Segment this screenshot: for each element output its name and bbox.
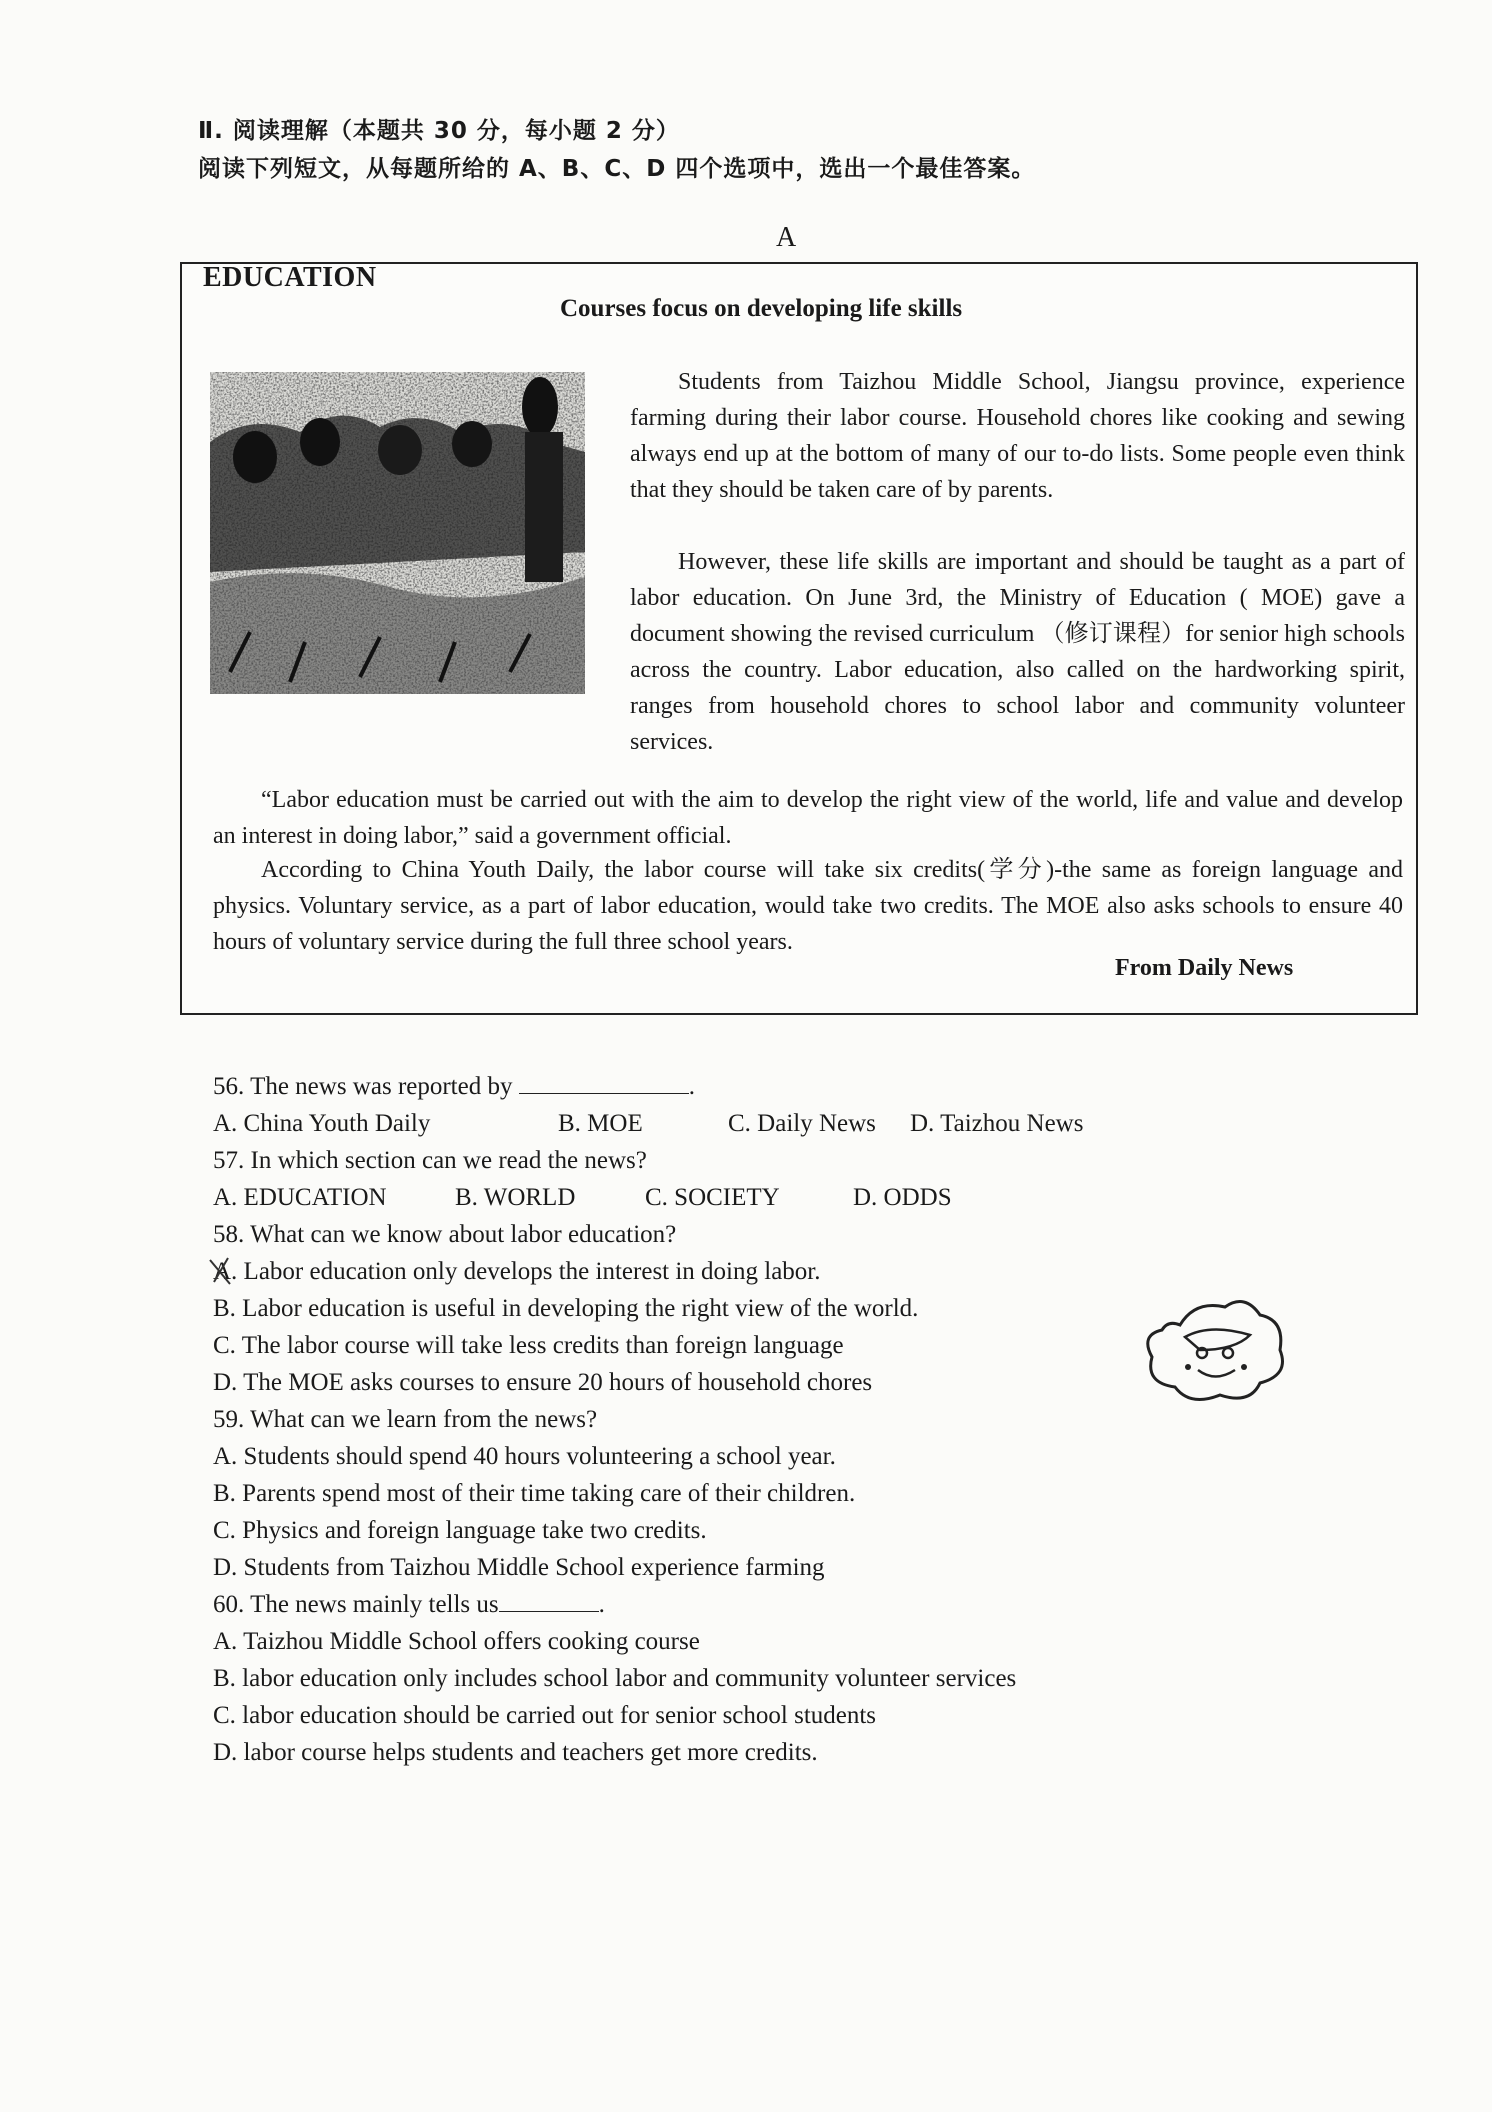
option-56-b: B. MOE — [558, 1110, 643, 1137]
doodle-face-icon — [1140, 1295, 1290, 1410]
option-60-d: D. labor course helps students and teachers get more credits. — [213, 1739, 818, 1766]
answer-blank — [519, 1071, 689, 1094]
article-paragraph-4: According to China Youth Daily, the labor course will take six credits(学分)-the same as foreign language and physics. Voluntary service, as a part of labor education, would take two credits. The MOE also asks schools to ensure 40 hours of voluntary service during the full three school years. — [213, 857, 1403, 955]
passage-label: A — [776, 222, 797, 253]
option-59-b: B. Parents spend most of their time taking care of their children. — [213, 1480, 856, 1507]
option-56-a: A. China Youth Daily — [213, 1110, 431, 1137]
section-title: Ⅱ. 阅读理解（本题共 30 分，每小题 2 分） — [198, 118, 680, 144]
question-58: 58. What can we know about labor education? — [213, 1221, 677, 1248]
question-60: 60. The news mainly tells us . — [213, 1591, 605, 1618]
pencil-mark-icon — [206, 1254, 236, 1288]
article-source: From Daily News — [1115, 955, 1294, 981]
option-58-b: B. Labor education is useful in developing the right view of the world. — [213, 1295, 919, 1322]
option-57-d: D. ODDS — [853, 1184, 952, 1211]
option-60-b: B. labor education only includes school labor and community volunteer services — [213, 1665, 1017, 1692]
option-57-a: A. EDUCATION — [213, 1184, 387, 1211]
question-56: 56. The news was reported by . — [213, 1073, 695, 1100]
option-58-c: C. The labor course will take less credits than foreign language — [213, 1332, 844, 1359]
option-60-c: C. labor education should be carried out for senior school students — [213, 1702, 877, 1729]
option-56-d: D. Taizhou News — [910, 1110, 1084, 1137]
option-57-c: C. SOCIETY — [645, 1184, 780, 1211]
option-59-d: D. Students from Taizhou Middle School experience farming — [213, 1554, 825, 1581]
option-59-a: A. Students should spend 40 hours volunteering a school year. — [213, 1443, 836, 1470]
question-57: 57. In which section can we read the news? — [213, 1147, 647, 1174]
article-headline: Courses focus on developing life skills — [560, 295, 963, 322]
instruction: 阅读下列短文，从每题所给的 A、B、C、D 四个选项中，选出一个最佳答案。 — [198, 156, 1036, 182]
article-paragraph-3: “Labor education must be carried out with the aim to develop the right view of the world, life and value and develop an interest in doing labor,” said a government official. — [213, 787, 1403, 849]
option-58-a: A. Labor education only develops the interest in doing labor. — [213, 1258, 821, 1285]
article-paragraph-1: Students from Taizhou Middle School, Jiangsu province, experience farming during their labor course. Household chores like cooking and sewing always end up at the bottom of many of our to-do lists. Some people even think that they should be taken care of by parents. — [630, 369, 1405, 503]
answer-blank — [499, 1589, 599, 1612]
newspaper-section-label: EDUCATION — [203, 262, 377, 293]
article-paragraph-2: However, these life skills are important and should be taught as a part of labor education. On June 3rd, the Ministry of Education ( MOE) gave a document showing the revised curriculum （修订课程）for senior high schools across the country. Labor education, also called on the hardworking spirit, ranges from household chores to school labor and community volunteer services. — [630, 549, 1405, 755]
students-farming-photo — [210, 372, 585, 694]
option-57-b: B. WORLD — [455, 1184, 576, 1211]
option-56-c: C. Daily News — [728, 1110, 876, 1137]
option-59-c: C. Physics and foreign language take two credits. — [213, 1517, 707, 1544]
question-59: 59. What can we learn from the news? — [213, 1406, 598, 1433]
option-60-a: A. Taizhou Middle School offers cooking course — [213, 1628, 700, 1655]
option-58-d: D. The MOE asks courses to ensure 20 hours of household chores — [213, 1369, 873, 1396]
